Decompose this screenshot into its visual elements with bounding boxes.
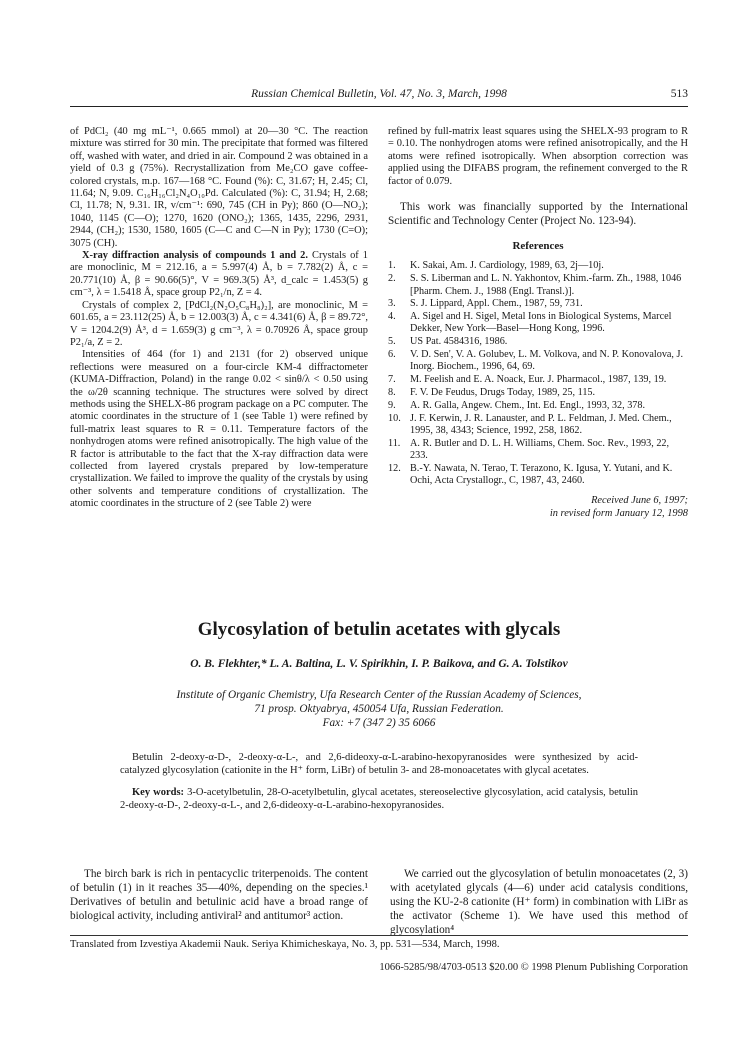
- reference-item: [388, 298, 688, 310]
- reference-text: V. D. Sen', V. A. Golubev, L. M. Volkova, and N. P. Konovalova, J. Inorg. Biochem., 1996, 64, 69.: [410, 349, 684, 373]
- author-list: O. B. Flekhter,* L. A. Baltina, L. V. Spirikhin, I. P. Baikova, and G. A. Tolstikov: [190, 658, 568, 670]
- reference-text: K. Sakai, Am. J. Cardiology, 1989, 63, 2j—10j.: [410, 260, 604, 272]
- reference-text: F. V. De Feudus, Drugs Today, 1989, 25, 115.: [410, 386, 596, 398]
- keywords-label: Key words:: [132, 787, 185, 798]
- reference-text: J. F. Kerwin, J. R. Lanauster, and P. L. Feldman, J. Med. Chem., 1995, 38, 4343; Science, 1992, 258, 1862.: [410, 412, 672, 436]
- xray-paragraph: [70, 250, 368, 300]
- method-paragraph: We carried out the glycosylation of betulin monoacetates (2, 3) with acetylated glycals (4—6) under acid catalysis conditions, using the KU-2-8 cationite (H⁺ form) in combination with LiBr as the activator (Scheme 1). We have used this method of glycosylation⁴: [390, 868, 688, 936]
- reference-item: [388, 311, 688, 336]
- crystal-2-paragraph: Crystals of complex 2, [PdCl₂(N₂O₅C₈H₈)₂], are monoclinic, M = 601.65, a = 23.112(25) Å, b = 12.003(3) Å, c = 4.341(6) Å, β = 89.72°, V = 1204.2(9) Å³, d = 1.659(3) g cm⁻³, λ = 0.70926 Å, space group P2₁/a, Z = 2.: [70, 299, 368, 348]
- reference-item: [388, 374, 688, 386]
- affiliation: [90, 688, 668, 730]
- reference-number: 4.: [388, 311, 396, 323]
- reference-number: 9.: [388, 399, 396, 411]
- received-date: [388, 495, 688, 520]
- refinement-paragraph: refined by full-matrix least squares using the SHELX-93 program to R = 0.10. The nonhydrogen atoms were refined anisotropically, and the H atoms were refined isotropically. When absorption correction was applied using the DIFABS program, the refinement converged to the R factor of 0.079.: [388, 126, 688, 187]
- reference-text: A. Sigel and H. Sigel, Metal Ions in Biological Systems, Marcel Dekker, New York—Basel—Hong Kong, 1996.: [410, 311, 672, 335]
- page-number: 513: [670, 88, 688, 100]
- fax-line: Fax: +7 (347 2) 35 6066: [322, 717, 436, 729]
- reference-text: M. Feelish and E. A. Noack, Eur. J. Pharmacol., 1987, 139, 19.: [410, 374, 667, 386]
- reference-number: 3.: [388, 298, 396, 310]
- abstract: [120, 751, 638, 812]
- affiliation-line-1: Institute of Organic Chemistry, Ufa Research Center of the Russian Academy of Sciences,: [176, 689, 582, 701]
- reference-item: [388, 400, 688, 412]
- reference-number: 7.: [388, 374, 396, 386]
- intro-paragraph: The birch bark is rich in pentacyclic triterpenoids. The content of betulin (1) in it reaches 35—40%, depending on the species.¹ Derivatives of betulin and betulinic acid have a broad range of biological activity, including antiviral² and antitumor³ action.: [70, 868, 368, 922]
- reference-item: [388, 413, 688, 438]
- right-column: [388, 126, 688, 520]
- reference-item: [388, 387, 688, 399]
- revised-line: in revised form January 12, 1998: [549, 507, 688, 519]
- reference-text: A. R. Butler and D. L. H. Williams, Chem. Soc. Rev., 1993, 22, 233.: [410, 437, 670, 461]
- references-heading: References: [512, 240, 564, 253]
- reference-item: [388, 349, 688, 374]
- header-rule: [70, 106, 688, 107]
- reference-number: 8.: [388, 386, 396, 398]
- copyright-line: 1066-5285/98/4703-0513 $20.00 © 1998 Plenum Publishing Corporation: [379, 962, 688, 973]
- intensities-paragraph: Intensities of 464 (for 1) and 2131 (for 2) observed unique reflections were measured on a four-circle KM-4 diffractometer (KUMA-Diffraction, Poland) in the range 0.02 < sinθ/λ < 0.50 using the ω/2θ scanning technique. The structures were solved by direct methods using the SHELX-86 program package on a PC computer. The atomic coordinates in the structure of 1 (see Table 1) were refined by full-matrix least squares to R = 0.11. Temperature factors of the nonhydrogen atoms were refined anisotropically. The high value of the R factor is attributable to the fact that the X-ray diffraction data were collected from layered crystals prepared by low-temperature crystallization. We failed to improve the quality of the crystals by using other solvents and temperature conditions of crystallization. The atomic coordinates in the structure of 2 (see Table 2) were: [70, 349, 368, 510]
- reference-number: 2.: [388, 273, 396, 285]
- reference-number: 12.: [388, 462, 401, 474]
- reference-item: [388, 273, 688, 298]
- experimental-paragraph: of PdCl₂ (40 mg mL⁻¹, 0.665 mmol) at 20—30 °C. The reaction mixture was stirred for 30 min. The precipitate that formed was filtered off, washed with water, and dried in air. Compound 2 was obtained in a yield of 0.3 g (75%). Recrystallization from Me₂CO gave coffee-colored crystals, m.p. 167—168 °C. Found (%): C, 31.67; H, 2.45; Cl, 11.64; N, 9.09. C₁₆H₁₆Cl₂N₄O₁₀Pd. Calculated (%): C, 31.94; H, 2.68; Cl, 11.78; N, 9.31. IR, v/cm⁻¹: 690, 745 (CH in Py); 860 (O—NO₂); 1040, 1145 (C—O); 1270, 1620 (ONO₂); 1365, 1435, 2296, 2931, 2944, (CH₂); 1530, 1580, 1605 (C—C and C—N in Py); 1730 (C=O); 3075 (CH).: [70, 126, 368, 249]
- xray-crystal-1-text: Crystals of 1 are monoclinic, M = 212.16, a = 5.997(4) Å, b = 7.782(2) Å, c = 20.771(10) Å, β = 90.66(5)°, V = 969.3(5) Å³, d_calc = 1.453(5) g cm⁻³, λ = 1.5418 Å, space group P2₁/n, Z = 4.: [70, 250, 368, 299]
- footer-rule: [70, 935, 688, 936]
- keywords-text: 3-O-acetylbetulin, 28-O-acetylbetulin, glycal acetates, stereoselective glycosylation, acid catalysis, betulin 2-deoxy-α-D-, 2-deoxy-α-L-, and 2,6-dideoxy-α-L-arabino-hexopyranosides.: [120, 787, 638, 811]
- reference-item: [388, 336, 688, 348]
- reference-item: [388, 463, 688, 488]
- acknowledgement: This work was financially supported by the International Scientific and Technology Center (Project No. 123-94).: [388, 201, 688, 228]
- reference-text: B.-Y. Nawata, N. Terao, T. Terazono, K. Igusa, Y. Yutani, and K. Ochi, Acta Crystallogr., C, 1987, 43, 2460.: [410, 462, 673, 486]
- reference-text: S. S. Liberman and L. N. Yakhontov, Khim.-farm. Zh., 1988, 1046 [Pharm. Chem. J., 1988 (Engl. Transl.)].: [410, 273, 682, 297]
- received-line: Received June 6, 1997;: [591, 495, 688, 507]
- intro-left-column: [70, 867, 368, 923]
- article-title: Glycosylation of betulin acetates with glycals: [197, 619, 561, 640]
- reference-number: 5.: [388, 336, 396, 348]
- xray-heading: X-ray diffraction analysis of compounds 1 and 2.: [82, 250, 308, 262]
- running-head: [70, 88, 688, 104]
- keywords: [120, 786, 638, 812]
- journal-citation: Russian Chemical Bulletin, Vol. 47, No. 3, March, 1998: [251, 88, 507, 100]
- reference-item: [388, 438, 688, 463]
- affiliation-line-2: 71 prosp. Oktyabrya, 450054 Ufa, Russian Federation.: [254, 703, 504, 715]
- reference-number: 10.: [388, 412, 401, 424]
- reference-number: 6.: [388, 349, 396, 361]
- reference-number: 11.: [388, 437, 401, 449]
- reference-number: 1.: [388, 260, 396, 272]
- reference-text: S. J. Lippard, Appl. Chem., 1987, 59, 731.: [410, 298, 583, 310]
- translation-note: Translated from Izvestiya Akademii Nauk. Seriya Khimicheskaya, No. 3, pp. 531—534, March, 1998.: [70, 939, 500, 950]
- reference-item: [388, 260, 688, 272]
- intro-right-column: [390, 867, 688, 937]
- left-column: [70, 126, 368, 511]
- reference-text: US Pat. 4584316, 1986.: [410, 336, 508, 348]
- abstract-text: Betulin 2-deoxy-α-D-, 2-deoxy-α-L-, and 2,6-dideoxy-α-L-arabino-hexopyranosides were synthesized by acid-catalyzed glycosylation (cationite in the H⁺ form, LiBr) of betulin 3- and 28-monoacetates with glycal acetates.: [120, 752, 638, 776]
- reference-text: A. R. Galla, Angew. Chem., Int. Ed. Engl., 1993, 32, 378.: [410, 399, 646, 411]
- reference-list: [388, 260, 688, 487]
